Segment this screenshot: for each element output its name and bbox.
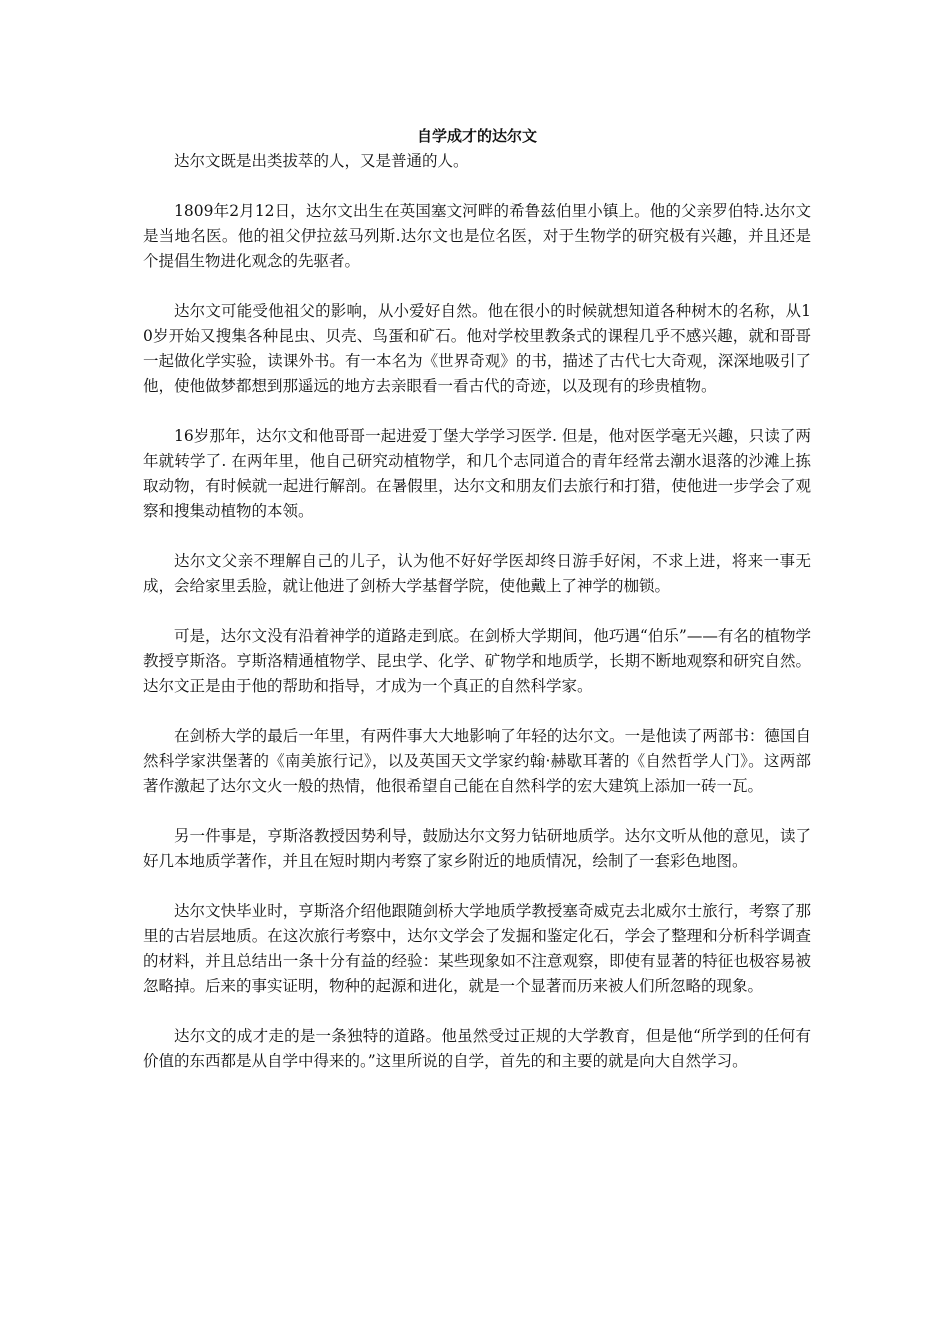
- paragraph-10: 达尔文的成才走的是一条独特的道路。他虽然受过正规的大学教育，但是他“所学到的任何有价值的东西都是从自学中得来的。”这里所说的自学，首先的和主要的就是向大自然学习。: [143, 1027, 811, 1070]
- paragraph-4: 16岁那年，达尔文和他哥哥一起进爱丁堡大学学习医学. 但是，他对医学毫无兴趣，只读了两年就转学了. 在两年里，他自己研究动植物学，和几个志同道合的青年经常去潮水退落的沙滩上拣取动物，有时候就一起进行解剖。在暑假里，达尔文和朋友们去旅行和打猎，使他进一步学会了观察和搜集动植物的本领。: [143, 427, 811, 520]
- paragraph-3: 达尔文可能受他祖父的影响，从小爱好自然。他在很小的时候就想知道各种树木的名称，从10岁开始又搜集各种昆虫、贝壳、鸟蛋和矿石。他对学校里教条式的课程几乎不感兴趣，就和哥哥一起做化学实验，读课外书。有一本名为《世界奇观》的书，描述了古代七大奇观，深深地吸引了他，使他做梦都想到那遥远的地方去亲眼看一看古代的奇迹，以及现有的珍贵植物。: [143, 302, 811, 395]
- document-title: 自学成才的达尔文: [416, 127, 537, 145]
- document-body: [143, 124, 811, 1099]
- paragraph-1: 达尔文既是出类拔萃的人，又是普通的人。: [174, 152, 469, 170]
- paragraph-5: 达尔文父亲不理解自己的儿子，认为他不好好学医却终日游手好闲，不求上进，将来一事无成，会给家里丢脸，就让他进了剑桥大学基督学院，使他戴上了神学的枷锁。: [143, 552, 811, 595]
- paragraph-7: 在剑桥大学的最后一年里，有两件事大大地影响了年轻的达尔文。一是他读了两部书：德国自然科学家洪堡著的《南美旅行记》，以及英国天文学家约翰·赫歇耳著的《自然哲学人门》。这两部著作激起了达尔文火一般的热情，他很希望自己能在自然科学的宏大建筑上添加一砖一瓦。: [143, 727, 811, 795]
- paragraph-6: 可是，达尔文没有沿着神学的道路走到底。在剑桥大学期间，他巧遇“伯乐”——有名的植物学教授亨斯洛。亨斯洛精通植物学、昆虫学、化学、矿物学和地质学，长期不断地观察和研究自然。达尔文正是由于他的帮助和指导，才成为一个真正的自然科学家。: [143, 627, 811, 695]
- paragraph-9: 达尔文快毕业时，亨斯洛介绍他跟随剑桥大学地质学教授塞奇威克去北威尔士旅行，考察了那里的古岩层地质。在这次旅行考察中，达尔文学会了发掘和鉴定化石，学会了整理和分析科学调查的材料，并且总结出一条十分有益的经验：某些现象如不注意观察，即使有显著的特征也极容易被忽略掉。后来的事实证明，物种的起源和进化，就是一个显著而历来被人们所忽略的现象。: [143, 902, 811, 995]
- paragraph-8: 另一件事是，亨斯洛教授因势利导，鼓励达尔文努力钻研地质学。达尔文听从他的意见，读了好几本地质学著作，并且在短时期内考察了家乡附近的地质情况，绘制了一套彩色地图。: [143, 827, 811, 870]
- paragraph-2: 1809年2月12日，达尔文出生在英国塞文河畔的希鲁兹伯里小镇上。他的父亲罗伯特.达尔文是当地名医。他的祖父伊拉兹马列斯.达尔文也是位名医，对于生物学的研究极有兴趣，并且还是个提倡生物进化观念的先驱者。: [143, 202, 811, 270]
